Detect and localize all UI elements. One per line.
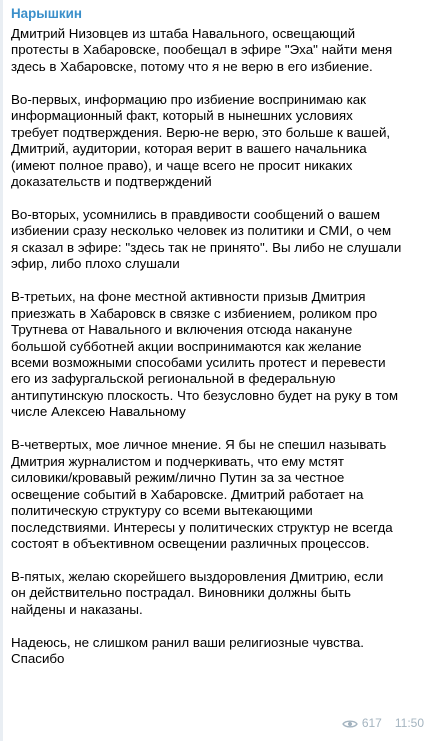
message-paragraph: В-пятых, желаю скорейшего выздоровления Дмитрию, если он действительно пострадал. Виновники должны быть найдены и наказаны. [11,568,384,617]
message-paragraph: Во-вторых, усомнились в правдивости сообщений о вашем избиении сразу несколько человек из политики и СМИ, о чем я сказал в эфире: "здесь так не принято". Вы либо не слушали эфир, либо плохо слушали [11,206,402,272]
message-time: 11:50 [394,716,424,730]
eye-icon [342,718,358,728]
message-paragraph: Надеюсь, не слишком ранил ваши религиозные чувства. Спасибо [11,634,364,667]
sender-name[interactable]: Нарышкин [11,6,82,21]
message-paragraph: Дмитрий Низовцев из штаба Навального, освещающий протесты в Хабаровске, пообещал в эфире "Эха" найти меня здесь в Хабаровске, потому что я не верю в его избиение. [11,26,393,74]
message-text [11,26,427,668]
message-paragraph: В-третьих, на фоне местной активности призыв Дмитрия приезжать в Хабаровск в связке с избиением, роликом про Трутнева от Навального и включения отсюда накануне большой субботней акции воспринимаются как желание всеми возможными способами усилить протест и перевести его из зафургальской региональной в федеральную антипутинскую плоскость. Что безусловно будет на руку в том числе Алексею Навальному [11,289,399,420]
message-paragraph: Во-первых, информацию про избиение воспринимаю как информационный факт, который в нынешних условиях требует подтверждения. Верю-не верю, это больше к вашей, Дмитрий, аудитории, которая верит в вашего начальника (имеют полное право), и чаще всего не просит никаких доказательств и подтверждений [11,91,391,190]
view-count: 617 [361,716,382,730]
message-meta [342,716,424,730]
message-paragraph: В-четвертых, мое личное мнение. Я бы не спешил называть Дмитрия журналистом и подчеркивать, что ему мстят силовики/кровавый режим/лично Путин за за честное освещение событий в Хабаровске. Дмитрий работает на политическую структуру со всеми вытекающими последствиями. Интересы у политических структур не всегда состоят в объективном освещении различных процессов. [11,437,393,551]
left-edge-strip [0,0,3,741]
